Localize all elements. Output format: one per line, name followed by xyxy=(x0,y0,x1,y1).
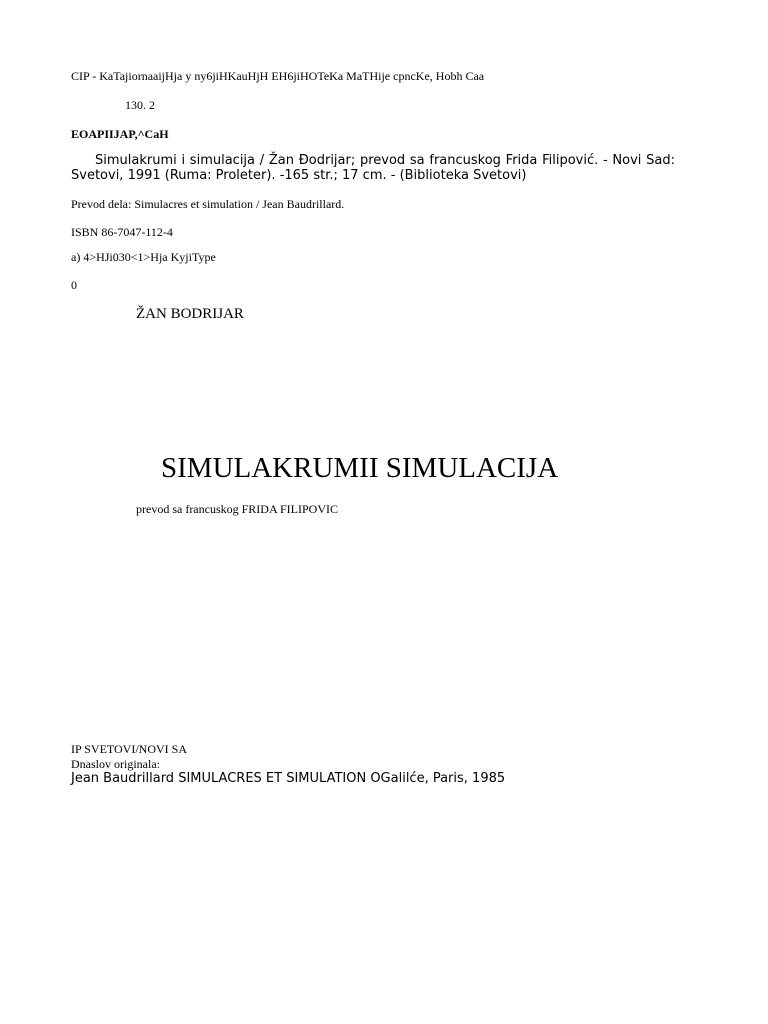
zero-mark: 0 xyxy=(71,278,77,292)
original-title-note: Prevod dela: Simulacres et simulation / Jean Baudrillard. xyxy=(71,197,345,211)
description-text: Simulakrumi i simulacija / Žan Đodrijar; prevod sa francuskog Frida Filipović. - Novi Sad: Svetovi, 1991 (Ruma: Proleter). -165 str.; 17 cm. - (Biblioteka Svetovi) xyxy=(71,153,675,183)
author-name: ŽAN BODRIJAR xyxy=(136,306,244,322)
isbn: ISBN 86-7047-112-4 xyxy=(71,225,173,239)
catalog-description xyxy=(71,153,675,183)
translator-line: prevod sa francuskog FRIDA FILIPOVIC xyxy=(136,502,338,516)
subject-heading: a) 4>HJi030<1>Hja KyjiType xyxy=(71,250,216,264)
publisher: IP SVETOVI/NOVI SA xyxy=(71,742,188,756)
cip-header: CIP - KaTajiornaaijHja y ny6jiHKauHjH EH6jiHOTeKa MaTHije cpncKe, Hobh Caa xyxy=(71,69,485,83)
author-heading: EOAPIIJAP,^CaH xyxy=(71,127,169,141)
udk-number: 130. 2 xyxy=(125,98,155,112)
original-title-line: Jean Baudrillard SIMULACRES ET SIMULATION OGalilće, Paris, 1985 xyxy=(71,771,506,786)
original-title-label: Dnaslov originala: xyxy=(71,757,160,771)
book-title: SIMULAKRUMII SIMULACIJA xyxy=(161,452,559,484)
